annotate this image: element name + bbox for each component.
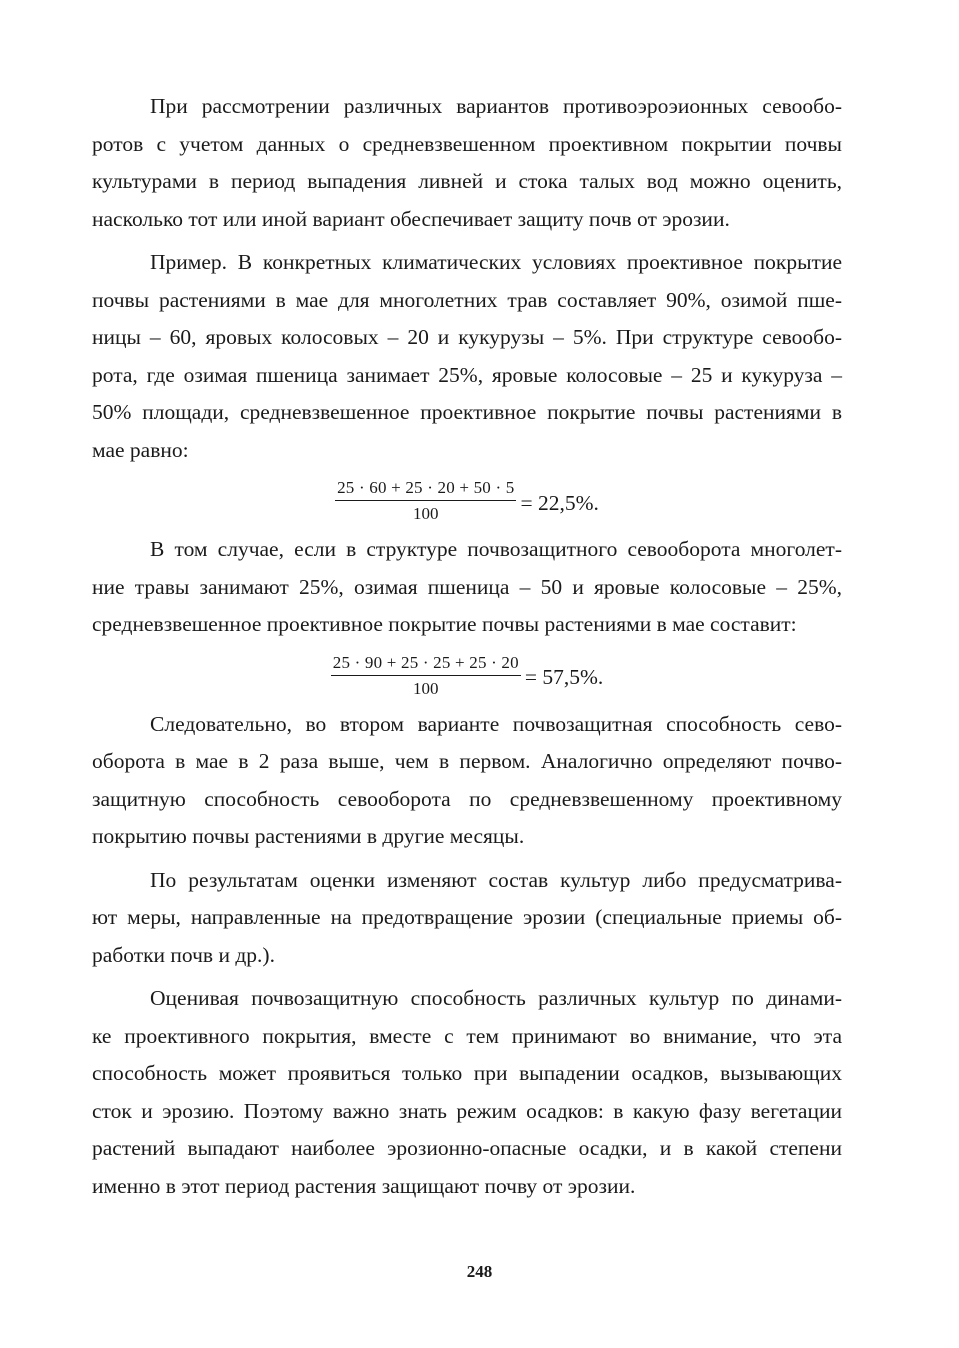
text-line: мае равно: [92, 437, 189, 462]
text-line: почвы растениями в мае для многолетних трав составляет 90%, озимой пше- [92, 287, 842, 312]
text-line: ротов с учетом данных о средневзвешенном проективном покрытии почвы [92, 131, 842, 156]
text-line: сток и эрозию. Поэтому важно знать режим осадков: в какую фазу вегетации [92, 1098, 842, 1123]
formula-1-denominator: 100 [413, 504, 439, 523]
text-line: При рассмотрении различных вариантов противоэроэионных севообо- [150, 94, 842, 118]
text-line: Следовательно, во втором варианте почвозащитная способность сево- [150, 711, 842, 736]
text-line: насколько тот или иной вариант обеспечивает защиту почв от эрозии. [92, 206, 730, 231]
text-line: Пример. В конкретных климатических условиях проективное покрытие [150, 250, 842, 274]
text-line: покрытию почвы растениями в другие месяцы. [92, 824, 525, 848]
text-line: В том случае, если в структуре почвозащитного севооборота многолет- [150, 537, 842, 561]
text-line: работки почв и др.). [92, 942, 275, 967]
text-line: рота, где озимая пшеница занимает 25%, яровые колосовые – 25 и кукуруза – [92, 362, 842, 387]
formula-1-fraction [335, 478, 516, 524]
text-line: ют меры, направленные на предотвращение эрозии (специальные приемы об- [92, 905, 842, 929]
paragraph-2 [92, 244, 842, 469]
text-line: растений выпадают наиболее эрозионно-опасные осадки, и в какой степени [92, 1136, 842, 1160]
text-line: 50% площади, средневзвешенное проективное покрытие почвы растениями в [92, 400, 842, 424]
text-line: именно в этот период растения защищают почву от эрозии. [92, 1173, 636, 1198]
text-line: ницы – 60, яровых колосовых – 20 и кукурузы – 5%. При структуре севообо- [92, 325, 842, 349]
text-line: защитную способность севооборота по средневзвешенному проективному [92, 786, 842, 811]
text-line: культурами в период выпадения ливней и стока талых вод можно оценить, [92, 169, 842, 193]
text-line: ние травы занимают 25%, озимая пшеница – 50 и яровые колосовые – 25%, [92, 574, 842, 599]
formula-1 [92, 475, 842, 527]
paragraph-3 [92, 531, 842, 644]
formula-2-denominator: 100 [413, 678, 439, 698]
paragraph-5 [92, 862, 842, 975]
page-number: 248 [466, 1262, 493, 1281]
formula-2-result: = 57,5%. [524, 665, 604, 689]
text-line: средневзвешенное проективное покрытие почвы растениями в мае составит: [92, 612, 797, 636]
text-line: оборота в мае в 2 раза выше, чем в первом. Аналогично определяют почво- [92, 749, 842, 773]
text-line: ке проективного покрытия, вместе с тем принимают во внимание, что эта [92, 1023, 842, 1048]
formula-1-numerator: 25 · 60 + 25 · 20 + 50 · 5 [335, 478, 516, 501]
formula-2-numerator: 25 · 90 + 25 · 25 + 25 · 20 [331, 653, 521, 676]
paragraph-6 [92, 980, 842, 1205]
formula-2-fraction [331, 653, 521, 699]
paragraph-4 [92, 706, 842, 856]
paragraph-1 [92, 88, 842, 238]
text-line: способность может проявиться только при выпадении осадков, вызывающих [92, 1061, 842, 1085]
text-line: Оценивая почвозащитную способность различных культур по динами- [150, 986, 842, 1010]
formula-1-result: = 22,5%. [520, 490, 599, 515]
text-line: По результатам оценки изменяют состав культур либо предусматрива- [150, 867, 842, 892]
page-body [92, 88, 842, 1211]
formula-2 [92, 650, 842, 702]
